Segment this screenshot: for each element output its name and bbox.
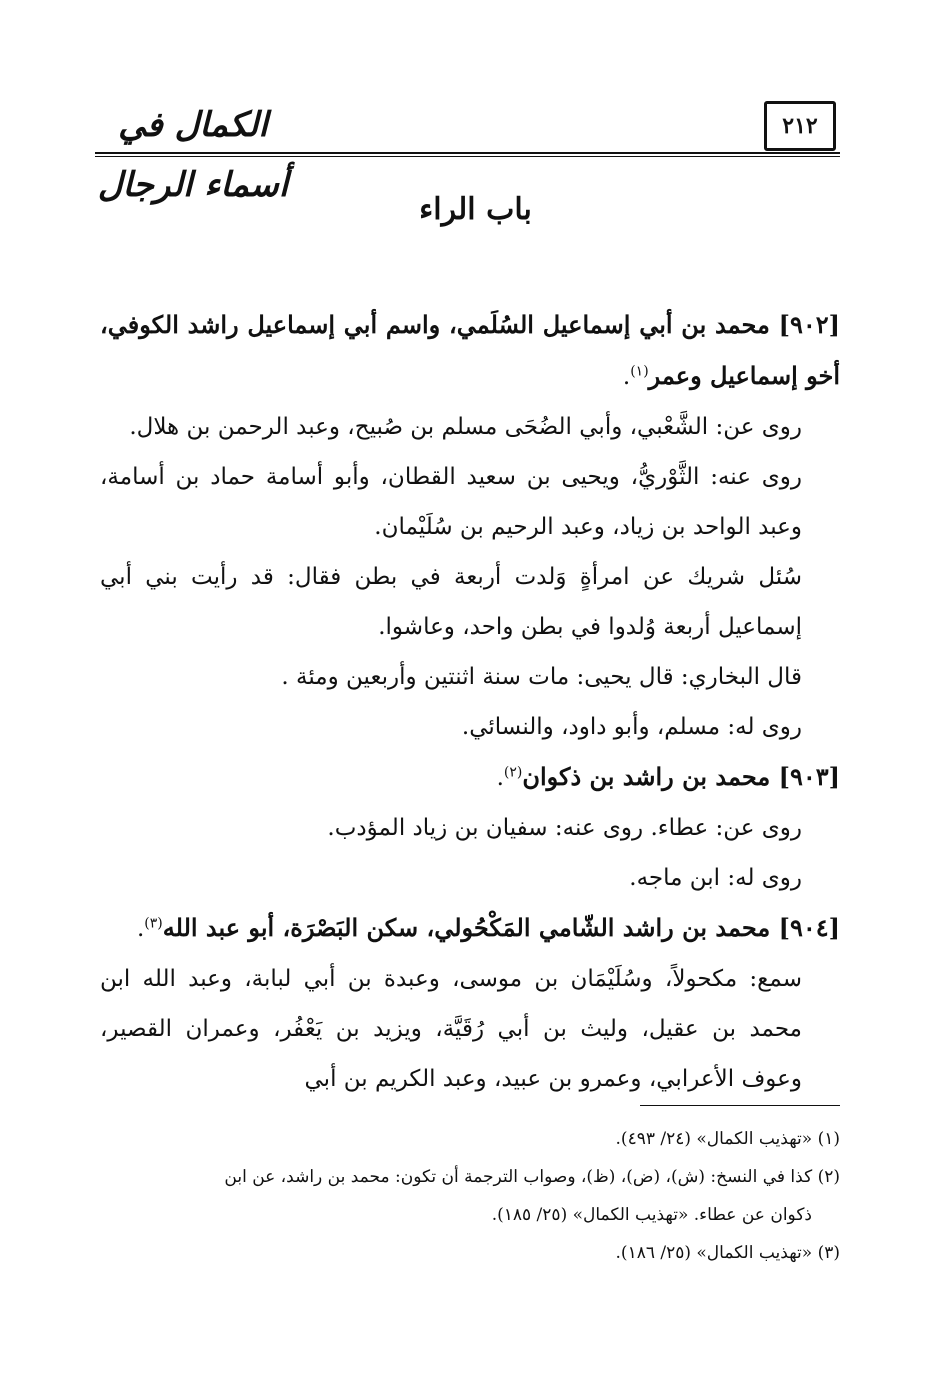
header-rule [95,152,840,154]
entry-902-line: روى عنه: الثَّوْريُّ، ويحيى بن سعيد القطان، وأبو أسامة حماد بن أسامة، وعبد الواحد بن زياد، وعبد الرحيم بن سُلَيْمان. [100,464,802,540]
chapter-title: باب الراء [419,192,532,227]
entry-heading [100,752,840,803]
page-number [764,101,836,151]
footnote-ref: (٣) [144,915,163,932]
footnotes [100,1120,840,1272]
punctuation: . [496,765,504,791]
footnote-separator [640,1105,840,1106]
footnote-2-continued: ذكوان عن عطاء. «تهذيب الكمال» (٢٥/ ١٨٥). [491,1205,812,1225]
punctuation: . [136,916,145,942]
header-rule-thin [95,156,840,157]
entry-902-line: سُئل شريك عن امرأةٍ وَلدت أربعة في بطن فقال: قد رأيت بني أبي إسماعيل أربعة وُلدوا في بطن واحد، وعاشوا. [100,564,802,640]
entry-904-line: سمع: مكحولاً، وسُلَيْمَان بن موسى، وعبدة بن أبي لبابة، وعبد الله ابن محمد بن عقيل، وليث بن أبي رُقَيَّة، ويزيد بن يَعْفُر، وعمران القصير، وعوف الأعرابي، وعمرو بن عبيد، وعبد الكريم بن أبي [100,966,802,1092]
footnote-1: (١) «تهذيب الكمال» (٢٤/ ٤٩٣). [615,1129,840,1149]
footnote-3: (٣) «تهذيب الكمال» (٢٥/ ١٨٦). [615,1243,840,1263]
running-title: الكمال في أسماء الرجال [97,105,289,205]
footnote-ref: (٢) [503,764,523,781]
entry-heading [100,903,840,954]
footnote-ref: (١) [630,363,649,380]
footnote-2: (٢) كذا في النسخ: (ش)، (ض)، (ظ)، وصواب الترجمة أن تكون: محمد بن راشد، عن ابن [224,1167,840,1187]
page-number-text: ٢١٢ [782,113,818,139]
entry-903-heading: [٩٠٣] محمد بن راشد بن ذكوان [522,762,840,791]
entry-902-heading: [٩٠٢] محمد بن أبي إسماعيل السُلَمي، واسم أبي إسماعيل راشد الكوفي، أخو إسماعيل وعمر [100,310,840,390]
entry-heading [100,300,840,402]
main-text [100,300,840,1104]
entry-902-line: روى عن: الشَّعْبي، وأبي الضُحَى مسلم بن صُبيح، وعبد الرحمن بن هلال. [129,414,802,440]
entry-904-heading: [٩٠٤] محمد بن راشد الشّامي المَكْحُولي، سكن البَصْرَة، أبو عبد الله [162,913,840,942]
entry-903-line: روى عن: عطاء. روى عنه: سفيان بن زياد المؤدب. [327,815,802,841]
punctuation: . [622,364,631,390]
entry-902-line: قال البخاري: قال يحيى: مات سنة اثنتين وأربعين ومئة . [281,664,802,690]
entry-903-line: روى له: ابن ماجه. [629,865,802,891]
entry-902-line: روى له: مسلم، وأبو داود، والنسائي. [461,714,802,740]
